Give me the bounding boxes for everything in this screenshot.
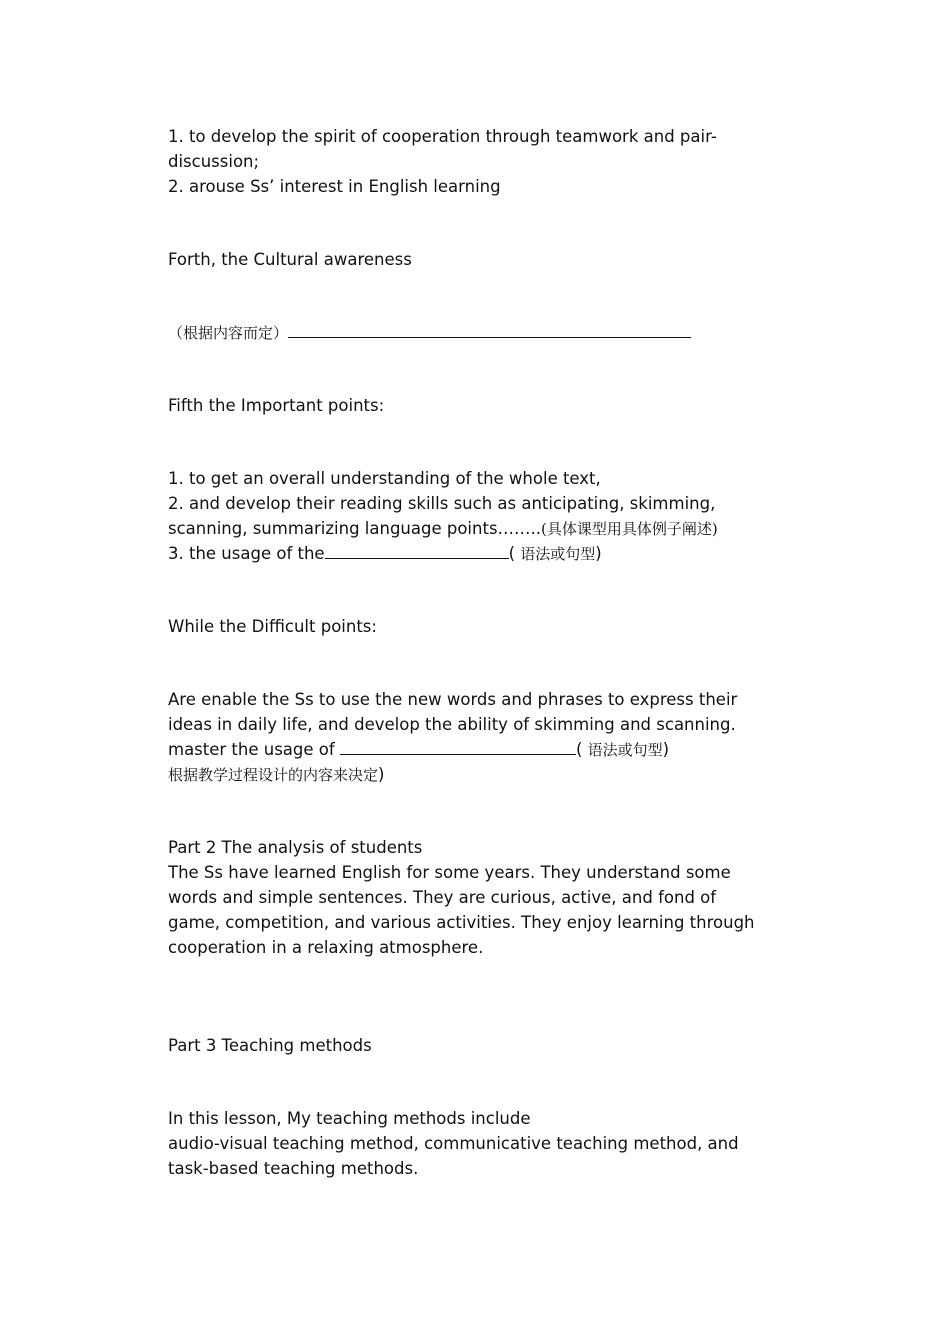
difficult-point-note-close: )	[662, 740, 670, 759]
difficult-point-note: 语法或句型	[587, 741, 663, 759]
teaching-methods-heading: Part 3 Teaching methods	[168, 1036, 372, 1055]
important-point-2-continued	[168, 516, 778, 541]
teaching-methods-line-1: In this lesson, My teaching methods include	[168, 1109, 531, 1128]
difficult-point-line-3	[168, 737, 778, 762]
teaching-methods-line-2: audio-visual teaching method, communicative teaching method, and	[168, 1134, 739, 1153]
important-point-3-note: 语法或句型	[520, 545, 596, 563]
student-analysis-heading: Part 2 The analysis of students	[168, 838, 423, 857]
goal-item-2: 2. arouse Ss’ interest in English learning	[168, 177, 501, 196]
difficult-point-note-open: (	[575, 740, 588, 759]
cultural-awareness-heading: Forth, the Cultural awareness	[168, 250, 412, 269]
important-point-3-note-close: )	[595, 544, 602, 563]
important-point-2: 2. and develop their reading skills such as anticipating, skimming,	[168, 494, 716, 513]
fill-in-blank	[340, 740, 576, 755]
student-analysis-line-3: game, competition, and various activities. They enjoy learning through	[168, 913, 755, 932]
teaching-methods-line-3: task-based teaching methods.	[168, 1159, 419, 1178]
important-point-3	[168, 541, 778, 566]
important-points-heading: Fifth the Important points:	[168, 396, 385, 415]
difficult-points-heading: While the Difficult points:	[168, 617, 377, 636]
goal-item-1-continued: discussion;	[168, 152, 260, 171]
important-point-3-note-open: (	[508, 544, 521, 563]
cultural-awareness-note-line	[168, 320, 778, 345]
fill-in-blank	[288, 323, 691, 338]
difficult-point-line-4-text: 根据教学过程设计的内容来决定	[168, 766, 379, 784]
important-point-3-text: 3. the usage of the	[168, 544, 325, 563]
difficult-point-line-2: ideas in daily life, and develop the ability of skimming and scanning.	[168, 715, 736, 734]
goal-item-1: 1. to develop the spirit of cooperation through teamwork and pair-	[168, 127, 717, 146]
difficult-point-line-1: Are enable the Ss to use the new words and phrases to express their	[168, 690, 738, 709]
difficult-point-line-3-text: master the usage of	[168, 740, 340, 759]
difficult-point-line-4-close: )	[378, 765, 385, 784]
student-analysis-line-2: words and simple sentences. They are curious, active, and fond of	[168, 888, 717, 907]
important-point-1: 1. to get an overall understanding of the whole text,	[168, 469, 601, 488]
cultural-awareness-note: （根据内容而定）	[168, 324, 289, 342]
student-analysis-line-1: The Ss have learned English for some years. They understand some	[168, 863, 731, 882]
student-analysis-line-4: cooperation in a relaxing atmosphere.	[168, 938, 484, 957]
fill-in-blank	[325, 544, 509, 559]
important-point-2-text: scanning, summarizing language points……..	[168, 519, 542, 538]
document-page	[168, 124, 778, 1181]
difficult-point-line-4	[168, 762, 778, 787]
important-point-2-note: (具体课型用具体例子阐述)	[541, 520, 718, 538]
